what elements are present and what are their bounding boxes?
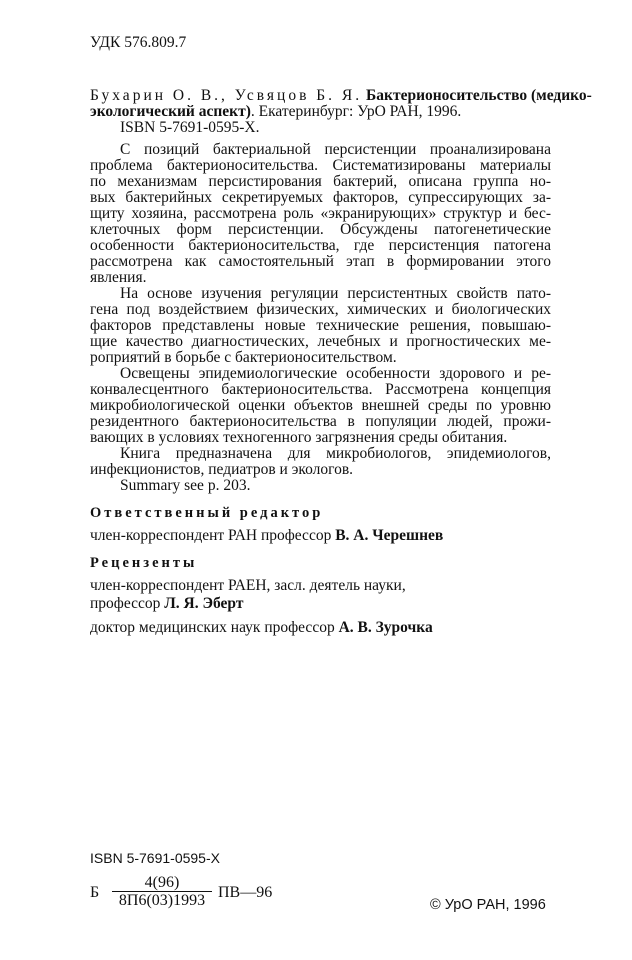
- text-line: проблема бактерионосительства. Систематизированы материалы: [90, 157, 551, 174]
- text-line: вающих в условиях техногенного загрязнения среды обитания.: [90, 429, 508, 446]
- text-line: клеточных форм персистенции. Обсуждены патогенетические: [90, 221, 551, 238]
- index-numerator: 4(96): [112, 874, 212, 892]
- reviewer-1-name: Л. Я. Эберт: [164, 595, 244, 612]
- text-line: микробиологической оценки объектов внешней среды по уровню: [90, 397, 551, 414]
- editor-heading: Ответственный редактор: [90, 505, 324, 521]
- publishing-index: [90, 874, 290, 914]
- authors: Бухарин О. В., Усвяцов Б. Я.: [90, 87, 363, 104]
- index-pv: ПВ—96: [218, 884, 273, 901]
- abstract: [90, 142, 551, 494]
- abstract-paragraph: [90, 478, 551, 494]
- text-line: вых бактерийных секретируемых факторов, супрессирующих за-: [90, 189, 551, 206]
- isbn: ISBN 5-7691-0595-X.: [120, 119, 260, 136]
- bibliographic-citation: [90, 87, 592, 136]
- publisher: . Екатеринбург: УрО РАН, 1996.: [250, 103, 462, 120]
- reviewer-1-role: член-корреспондент РАЕН, засл. деятель науки,: [90, 577, 406, 594]
- footer-isbn: ISBN 5-7691-0595-X: [90, 850, 220, 866]
- book-title: Бактерионосительство (медико-: [366, 87, 592, 104]
- text-line: С позиций бактериальной персистенции проанализирована: [120, 141, 551, 158]
- text-line: Summary see p. 203.: [120, 477, 251, 494]
- reviewer-2-role: доктор медицинских наук профессор: [90, 619, 339, 636]
- reviewer-1-role2: профессор: [90, 595, 165, 612]
- text-line: факторов представлены новые технические решения, повышаю-: [90, 317, 551, 334]
- text-line: рассмотрена как самостоятельный этап в формировании этого: [90, 253, 551, 270]
- text-line: по механизмам персистирования бактерий, описана группа но-: [90, 173, 551, 190]
- abstract-paragraph: [90, 142, 551, 286]
- copyright: © УрО РАН, 1996: [430, 897, 546, 913]
- text-line: конвалесцентного бактерионосительства. Рассмотрена концепция: [90, 381, 551, 398]
- abstract-paragraph: [90, 366, 551, 446]
- index-letter: Б: [90, 884, 100, 901]
- reviewer-1: [90, 577, 551, 613]
- text-line: Освещены эпидемиологические особенности здорового и ре-: [120, 365, 551, 382]
- text-line: На основе изучения регуляции персистентных свойств пато-: [120, 285, 551, 302]
- text-line: Книга предназначена для микробиологов, эпидемиологов,: [120, 445, 551, 462]
- index-denominator: 8П6(03)1993: [118, 892, 206, 909]
- reviewer-2-name: А. В. Зурочка: [338, 619, 433, 636]
- text-line: особенности бактерионосительства, где персистенция патогена: [90, 237, 551, 254]
- text-line: роприятий в борьбе с бактерионосительством.: [90, 349, 397, 366]
- text-line: инфекционистов, педиатров и экологов.: [90, 461, 354, 478]
- text-line: щиту хозяина, рассмотрена роль «экранирующих» структур и бес-: [90, 205, 551, 222]
- text-line: гена под воздействием физических, химических и биологических: [90, 301, 551, 318]
- reviewer-2: [90, 619, 551, 637]
- text-line: резидентного бактерионосительства в популяции людей, прожи-: [90, 413, 551, 430]
- editor-name: В. А. Черешнев: [335, 527, 444, 544]
- text-line: явления.: [90, 269, 147, 286]
- credits: [90, 504, 551, 637]
- abstract-paragraph: [90, 446, 551, 478]
- reviewers-heading: Рецензенты: [90, 555, 198, 571]
- text-line: щие качество диагностических, лечебных и прогностических ме-: [90, 333, 551, 350]
- abstract-paragraph: [90, 286, 551, 366]
- editor-role: член-корреспондент РАН профессор: [90, 527, 336, 544]
- book-title-cont: экологический аспект): [90, 103, 251, 120]
- udk-code: УДК 576.809.7: [90, 34, 187, 51]
